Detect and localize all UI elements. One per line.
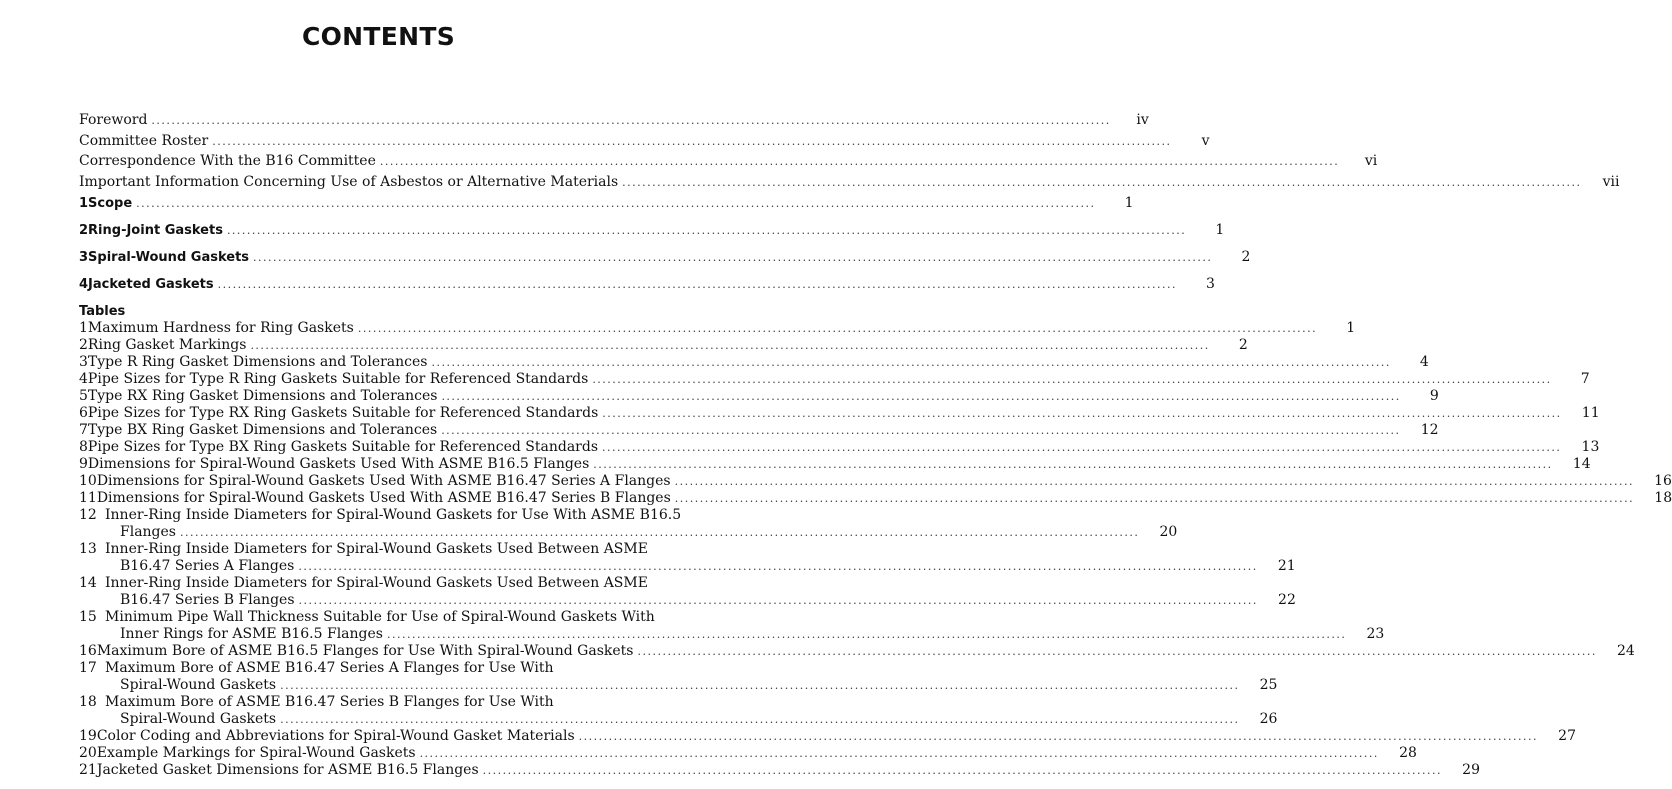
page-title: CONTENTS xyxy=(301,22,456,51)
toc-table-entry[interactable] xyxy=(79,574,1296,609)
table-title: Pipe Sizes for Type BX Ring Gaskets Suitable for Referenced Standards xyxy=(87,438,599,455)
table-page: 4 xyxy=(1419,353,1429,370)
toc-section[interactable] xyxy=(79,275,1215,293)
table-page: 18 xyxy=(1654,489,1672,506)
leader-dots xyxy=(675,473,1634,490)
table-page: 2 xyxy=(1238,336,1248,353)
toc-table-entry[interactable] xyxy=(79,387,1439,405)
toc-section[interactable] xyxy=(79,248,1251,266)
table-page: 27 xyxy=(1558,727,1576,744)
table-number: 13 xyxy=(79,540,97,557)
toc-table-entry[interactable] xyxy=(79,727,1576,745)
toc-entry-title: Committee Roster xyxy=(79,132,209,149)
table-title-line1: Maximum Bore of ASME B16.47 Series A Flanges for Use With xyxy=(105,659,554,676)
table-entry-line xyxy=(79,489,1672,507)
leader-dots xyxy=(579,728,1538,745)
table-number: 3 xyxy=(79,353,88,370)
table-entry-line xyxy=(79,353,1429,371)
toc-table-entry[interactable] xyxy=(79,455,1591,473)
leader-dots xyxy=(441,388,1400,405)
toc-table-entry[interactable] xyxy=(79,370,1590,388)
table-entry-line xyxy=(79,591,1296,609)
table-entry-line xyxy=(79,710,1278,728)
leader-dots xyxy=(602,405,1561,422)
table-entry-line xyxy=(79,557,1296,575)
table-entry-line xyxy=(79,575,689,592)
table-title: Spiral-Wound Gaskets xyxy=(120,710,277,727)
leader-dots xyxy=(250,337,1209,354)
table-number: 8 xyxy=(79,438,88,455)
table-title: B16.47 Series B Flanges xyxy=(120,591,295,608)
table-title: Spiral-Wound Gaskets xyxy=(120,676,277,693)
table-title: Pipe Sizes for Type R Ring Gaskets Suitable for Referenced Standards xyxy=(87,370,589,387)
table-of-contents xyxy=(79,112,1672,779)
table-page: 1 xyxy=(1346,319,1356,336)
section-number: 4 xyxy=(79,276,89,292)
toc-section[interactable] xyxy=(79,221,1225,239)
table-number: 15 xyxy=(79,608,97,625)
section-page: 2 xyxy=(1241,248,1251,265)
table-number: 16 xyxy=(79,642,97,659)
table-number: 18 xyxy=(79,693,97,710)
section-title: Spiral-Wound Gaskets xyxy=(88,249,250,265)
table-number: 11 xyxy=(79,489,97,506)
section-number: 2 xyxy=(79,222,89,238)
front-matter-list xyxy=(79,112,1620,191)
section-title: Jacketed Gaskets xyxy=(88,276,214,292)
leader-dots xyxy=(180,524,1139,541)
toc-entry-title: Correspondence With the B16 Committee xyxy=(79,153,376,170)
table-title: Type RX Ring Gasket Dimensions and Tolerances xyxy=(87,387,438,404)
leader-dots xyxy=(387,626,1346,643)
table-title: B16.47 Series A Flanges xyxy=(120,557,295,574)
tables-heading: Tables xyxy=(79,303,126,319)
table-number: 21 xyxy=(79,761,97,778)
toc-entry-title: Important Information Concerning Use of Asbestos or Alternative Materials xyxy=(79,173,619,190)
table-entry-line xyxy=(79,370,1590,388)
toc-table-entry[interactable] xyxy=(79,506,1178,541)
table-entry-line xyxy=(79,387,1439,405)
section-title: Ring-Joint Gaskets xyxy=(88,222,223,238)
toc-table-entry[interactable] xyxy=(79,761,1480,779)
table-number: 5 xyxy=(79,387,88,404)
leader-dots xyxy=(151,112,1110,129)
leader-dots xyxy=(483,762,1442,779)
sections-list xyxy=(79,194,1251,293)
table-number: 9 xyxy=(79,455,88,472)
table-title-line1: Maximum Bore of ASME B16.47 Series B Flanges for Use With xyxy=(105,693,554,710)
table-number: 10 xyxy=(79,472,97,489)
section-page: 1 xyxy=(1124,194,1134,211)
leader-dots xyxy=(280,677,1239,694)
table-page: 14 xyxy=(1572,455,1591,472)
table-page: 29 xyxy=(1462,761,1480,778)
leader-dots xyxy=(602,439,1561,456)
table-entry-line xyxy=(79,421,1439,439)
table-page: 22 xyxy=(1278,591,1296,608)
table-entry-line xyxy=(79,676,1278,694)
toc-table-entry[interactable] xyxy=(79,319,1356,337)
table-title-line1: Inner-Ring Inside Diameters for Spiral-Wound Gaskets for Use With ASME B16.5 xyxy=(105,506,682,523)
toc-table-entry[interactable] xyxy=(79,642,1635,660)
toc-entry-page: v xyxy=(1201,132,1210,149)
toc-entry-title: Foreword xyxy=(79,112,148,128)
toc-entry-page: vi xyxy=(1364,153,1378,170)
leader-dots xyxy=(358,320,1317,337)
table-title: Example Markings for Spiral-Wound Gaskets xyxy=(96,744,416,761)
toc-table-entry[interactable] xyxy=(79,744,1417,762)
table-entry-line xyxy=(79,404,1600,422)
table-entry-line xyxy=(79,744,1417,762)
leader-dots xyxy=(420,745,1379,762)
table-number: 2 xyxy=(79,336,88,353)
toc-section[interactable] xyxy=(79,194,1134,212)
table-title-line1: Minimum Pipe Wall Thickness Suitable for Use of Spiral-Wound Gaskets With xyxy=(105,608,655,625)
toc-table-entry[interactable] xyxy=(79,353,1429,371)
section-page: 3 xyxy=(1206,275,1215,292)
table-title: Maximum Bore of ASME B16.5 Flanges for Use With Spiral-Wound Gaskets xyxy=(96,642,634,659)
table-entry-line xyxy=(79,694,689,711)
leader-dots xyxy=(136,195,1095,212)
table-title: Ring Gasket Markings xyxy=(87,336,247,353)
table-page: 9 xyxy=(1429,387,1439,404)
leader-dots xyxy=(592,371,1551,388)
toc-table-entry[interactable] xyxy=(79,336,1248,354)
table-entry-line xyxy=(79,660,689,677)
leader-dots xyxy=(622,174,1581,191)
table-page: 26 xyxy=(1259,710,1278,727)
table-title: Type R Ring Gasket Dimensions and Tolerances xyxy=(87,353,428,370)
table-page: 23 xyxy=(1366,625,1385,642)
table-entry-line xyxy=(79,625,1385,643)
table-page: 16 xyxy=(1654,472,1672,489)
leader-dots xyxy=(280,711,1239,728)
toc-entry-page: vii xyxy=(1602,173,1620,190)
table-page: 7 xyxy=(1580,370,1590,387)
table-page: 12 xyxy=(1420,421,1439,438)
table-number: 14 xyxy=(79,574,97,591)
table-page: 20 xyxy=(1159,523,1178,540)
table-entry-line xyxy=(79,438,1600,456)
toc-table-entry[interactable] xyxy=(79,540,1296,575)
table-entry-line xyxy=(79,319,1356,337)
leader-dots xyxy=(380,153,1339,170)
leader-dots xyxy=(227,222,1186,239)
toc-table-entry[interactable] xyxy=(79,438,1600,456)
table-title: Flanges xyxy=(120,523,176,540)
toc-entry[interactable] xyxy=(79,153,1378,170)
toc-table-entry[interactable] xyxy=(79,489,1672,507)
table-entry-line xyxy=(79,336,1248,354)
toc-table-entry[interactable] xyxy=(79,421,1439,439)
table-title: Type BX Ring Gasket Dimensions and Tolerances xyxy=(87,421,438,438)
leader-dots xyxy=(212,133,1171,150)
toc-table-entry[interactable] xyxy=(79,693,1278,728)
table-page: 11 xyxy=(1581,404,1600,421)
toc-table-entry[interactable] xyxy=(79,472,1672,490)
section-number: 3 xyxy=(79,249,89,265)
table-title: Maximum Hardness for Ring Gaskets xyxy=(87,319,354,336)
toc-table-entry[interactable] xyxy=(79,659,1278,694)
table-number: 20 xyxy=(79,744,97,761)
table-title: Color Coding and Abbreviations for Spiral-Wound Gasket Materials xyxy=(96,727,575,744)
leader-dots xyxy=(675,490,1634,507)
toc-entry-page: iv xyxy=(1136,112,1149,128)
table-entry-line xyxy=(79,541,689,558)
table-number: 7 xyxy=(79,421,88,438)
tables-list xyxy=(79,319,1672,779)
table-entry-line xyxy=(79,472,1672,490)
section-page: 1 xyxy=(1215,221,1225,238)
leader-dots xyxy=(593,456,1552,473)
toc-entry[interactable] xyxy=(79,112,1149,129)
table-title: Dimensions for Spiral-Wound Gaskets Used With ASME B16.47 Series B Flanges xyxy=(96,489,671,506)
table-number: 1 xyxy=(79,319,88,336)
section-number: 1 xyxy=(79,195,89,211)
section-title: Scope xyxy=(88,195,133,211)
leader-dots xyxy=(218,276,1177,293)
table-title: Dimensions for Spiral-Wound Gaskets Used With ASME B16.5 Flanges xyxy=(87,455,590,472)
table-title: Jacketed Gasket Dimensions for ASME B16.5 Flanges xyxy=(96,761,479,778)
toc-table-entry[interactable] xyxy=(79,608,1385,643)
table-entry-line xyxy=(79,761,1480,779)
table-entry-line xyxy=(79,523,1178,541)
table-number: 19 xyxy=(79,727,97,744)
leader-dots xyxy=(637,643,1596,660)
table-number: 4 xyxy=(79,370,88,387)
table-number: 17 xyxy=(79,659,97,676)
table-title: Pipe Sizes for Type RX Ring Gaskets Suitable for Referenced Standards xyxy=(87,404,599,421)
table-entry-line xyxy=(79,727,1576,745)
leader-dots xyxy=(299,592,1258,609)
toc-entry[interactable] xyxy=(79,173,1620,191)
table-page: 13 xyxy=(1581,438,1600,455)
table-entry-line xyxy=(79,642,1635,660)
leader-dots xyxy=(441,422,1400,439)
toc-table-entry[interactable] xyxy=(79,404,1600,422)
table-page: 28 xyxy=(1399,744,1417,761)
table-title-line1: Inner-Ring Inside Diameters for Spiral-Wound Gaskets Used Between ASME xyxy=(105,540,648,557)
table-page: 25 xyxy=(1259,676,1278,693)
leader-dots xyxy=(298,558,1257,575)
table-entry-line xyxy=(79,507,689,524)
table-number: 12 xyxy=(79,506,97,523)
table-number: 6 xyxy=(79,404,88,421)
table-page: 21 xyxy=(1277,557,1296,574)
table-title-line1: Inner-Ring Inside Diameters for Spiral-Wound Gaskets Used Between ASME xyxy=(105,574,648,591)
table-title: Inner Rings for ASME B16.5 Flanges xyxy=(120,625,383,642)
table-entry-line xyxy=(79,455,1591,473)
table-page: 24 xyxy=(1616,642,1635,659)
table-entry-line xyxy=(79,609,689,626)
toc-entry[interactable] xyxy=(79,132,1210,150)
leader-dots xyxy=(253,249,1212,266)
leader-dots xyxy=(431,354,1390,371)
table-title: Dimensions for Spiral-Wound Gaskets Used With ASME B16.47 Series A Flanges xyxy=(96,472,671,489)
